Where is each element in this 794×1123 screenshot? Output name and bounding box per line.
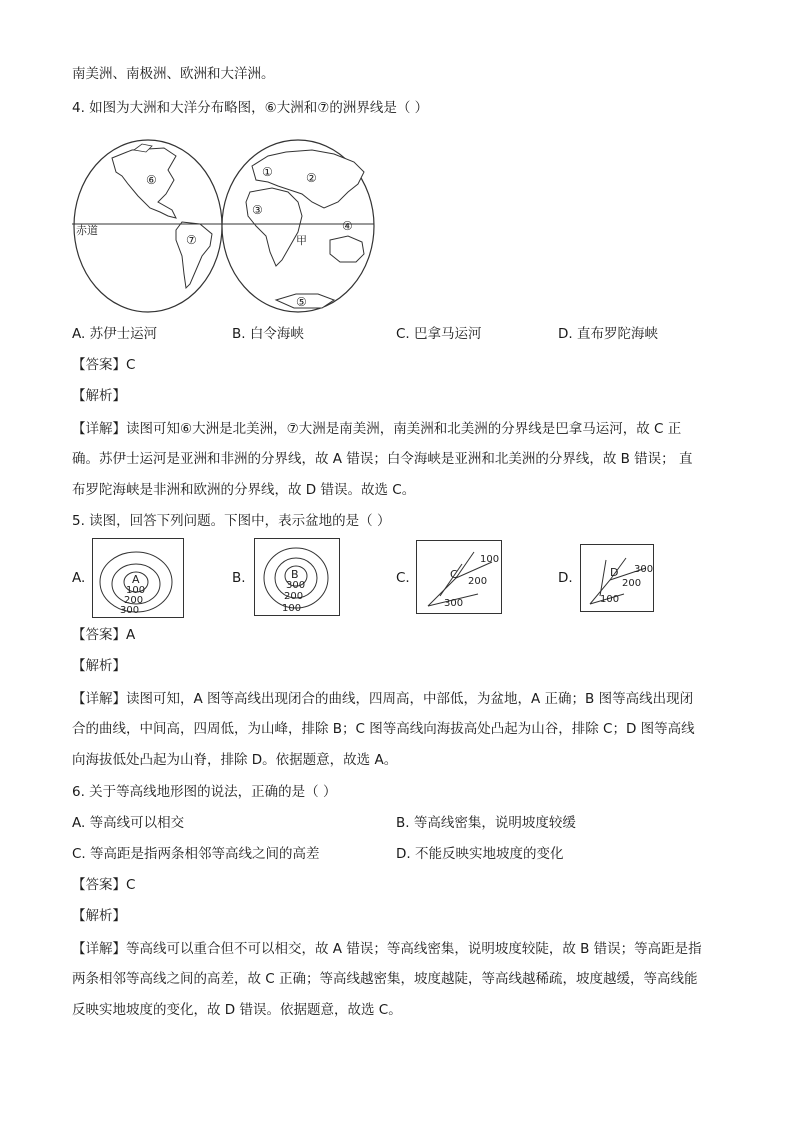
equator-label: 赤道 bbox=[76, 224, 98, 237]
q6-answer bbox=[72, 875, 135, 895]
q5-figure-c bbox=[416, 540, 502, 614]
q5-figure-a bbox=[92, 538, 184, 618]
fig-a-contour-2: 200 bbox=[124, 595, 144, 606]
q6-detail-line-3: 反映实地坡度的变化，故 D 错误。依据题意，故选 C。 bbox=[72, 1002, 402, 1018]
q6-option-c: C. 等高距是指两条相邻等高线之间的高差 bbox=[72, 846, 320, 862]
world-map-figure bbox=[72, 136, 378, 316]
q6-analysis-tag: 【解析】 bbox=[72, 908, 126, 924]
map-label-5: ⑤ bbox=[296, 295, 307, 309]
q5-option-a-label: A. bbox=[72, 570, 86, 586]
q5-stem: 5. 读图，回答下列问题。下图中，表示盆地的是（ ） bbox=[72, 513, 391, 529]
q5-figure-d bbox=[580, 544, 654, 612]
q5-detail-line-2: 合的曲线，中间高，四周低，为山峰，排除 B；C 图等高线向海拔高处凸起为山谷，排除 C；D 图等高线 bbox=[72, 721, 695, 737]
fig-d-letter: D bbox=[610, 566, 619, 579]
fig-a-contour-3: 300 bbox=[120, 605, 140, 616]
q5-option-d-label: D. bbox=[558, 570, 573, 586]
fig-d-contour-3: 100 bbox=[600, 594, 620, 605]
q4-answer bbox=[72, 355, 135, 375]
q6-option-a: A. 等高线可以相交 bbox=[72, 815, 185, 831]
q4-option-d: D. 直布罗陀海峡 bbox=[558, 326, 658, 342]
q4-detail-line-3: 布罗陀海峡是非洲和欧洲的分界线，故 D 错误。故选 C。 bbox=[72, 482, 416, 498]
map-label-7: ⑦ bbox=[186, 233, 197, 247]
answer-tag: 【答案】 bbox=[72, 877, 126, 893]
q5-figure-b bbox=[254, 538, 340, 616]
fig-b-contour-2: 200 bbox=[284, 591, 304, 602]
answer-value: A bbox=[126, 627, 136, 643]
fig-c-contour-3: 300 bbox=[444, 598, 464, 609]
fig-b-contour-3: 100 bbox=[282, 603, 302, 614]
fig-d-contour-2: 200 bbox=[622, 578, 642, 589]
q4-stem: 4. 如图为大洲和大洋分布略图，⑥大洲和⑦的洲界线是（ ） bbox=[72, 100, 429, 116]
fig-c-contour-2: 200 bbox=[468, 576, 488, 587]
map-label-4: ④ bbox=[342, 219, 353, 233]
fig-b-letter: B bbox=[291, 568, 299, 581]
answer-tag: 【答案】 bbox=[72, 627, 126, 643]
map-label-6: ⑥ bbox=[146, 173, 157, 187]
q4-option-a: A. 苏伊士运河 bbox=[72, 326, 158, 342]
map-label-1: ① bbox=[262, 165, 273, 179]
q4-detail-line-1: 【详解】读图可知⑥大洲是北美洲，⑦大洲是南美洲，南美洲和北美洲的分界线是巴拿马运河，故 C 正 bbox=[72, 421, 682, 437]
q6-option-b: B. 等高线密集，说明坡度较缓 bbox=[396, 815, 576, 831]
q5-option-c-label: C. bbox=[396, 570, 410, 586]
q5-answer bbox=[72, 625, 135, 645]
ocean-label-jia: 甲 bbox=[296, 234, 307, 247]
q4-analysis-tag: 【解析】 bbox=[72, 388, 126, 404]
q3-tail-text: 南美洲、南极洲、欧洲和大洋洲。 bbox=[72, 66, 275, 82]
answer-tag: 【答案】 bbox=[72, 357, 126, 373]
fig-b-contour-1: 300 bbox=[286, 580, 306, 591]
q6-option-d: D. 不能反映实地坡度的变化 bbox=[396, 846, 564, 862]
fig-a-letter: A bbox=[132, 573, 140, 586]
fig-c-letter: C bbox=[450, 568, 458, 581]
q5-analysis-tag: 【解析】 bbox=[72, 658, 126, 674]
answer-value: C bbox=[126, 877, 136, 893]
q4-detail-line-2: 确。苏伊士运河是亚洲和非洲的分界线，故 A 错误；白令海峡是亚洲和北美洲的分界线，故 B 错误； 直 bbox=[72, 451, 693, 467]
q4-option-c: C. 巴拿马运河 bbox=[396, 326, 482, 342]
q4-option-b: B. 白令海峡 bbox=[232, 326, 304, 342]
map-label-2: ② bbox=[306, 171, 317, 185]
fig-d-contour-1: 300 bbox=[634, 564, 654, 575]
q5-detail-line-1: 【详解】读图可知，A 图等高线出现闭合的曲线，四周高，中部低，为盆地，A 正确；B 图等高线出现闭 bbox=[72, 691, 694, 707]
answer-value: C bbox=[126, 357, 136, 373]
fig-a-contour-1: 100 bbox=[126, 585, 146, 596]
q6-detail-line-1: 【详解】等高线可以重合但不可以相交，故 A 错误；等高线密集，说明坡度较陡，故 B 错误；等高距是指 bbox=[72, 941, 702, 957]
q5-detail-line-3: 向海拔低处凸起为山脊，排除 D。依据题意，故选 A。 bbox=[72, 752, 398, 768]
map-label-3: ③ bbox=[252, 203, 263, 217]
fig-c-contour-1: 100 bbox=[480, 554, 500, 565]
q5-option-b-label: B. bbox=[232, 570, 246, 586]
q6-detail-line-2: 两条相邻等高线之间的高差，故 C 正确；等高线越密集，坡度越陡，等高线越稀疏，坡度越缓，等高线能 bbox=[72, 971, 698, 987]
q6-stem: 6. 关于等高线地形图的说法，正确的是（ ） bbox=[72, 784, 337, 800]
